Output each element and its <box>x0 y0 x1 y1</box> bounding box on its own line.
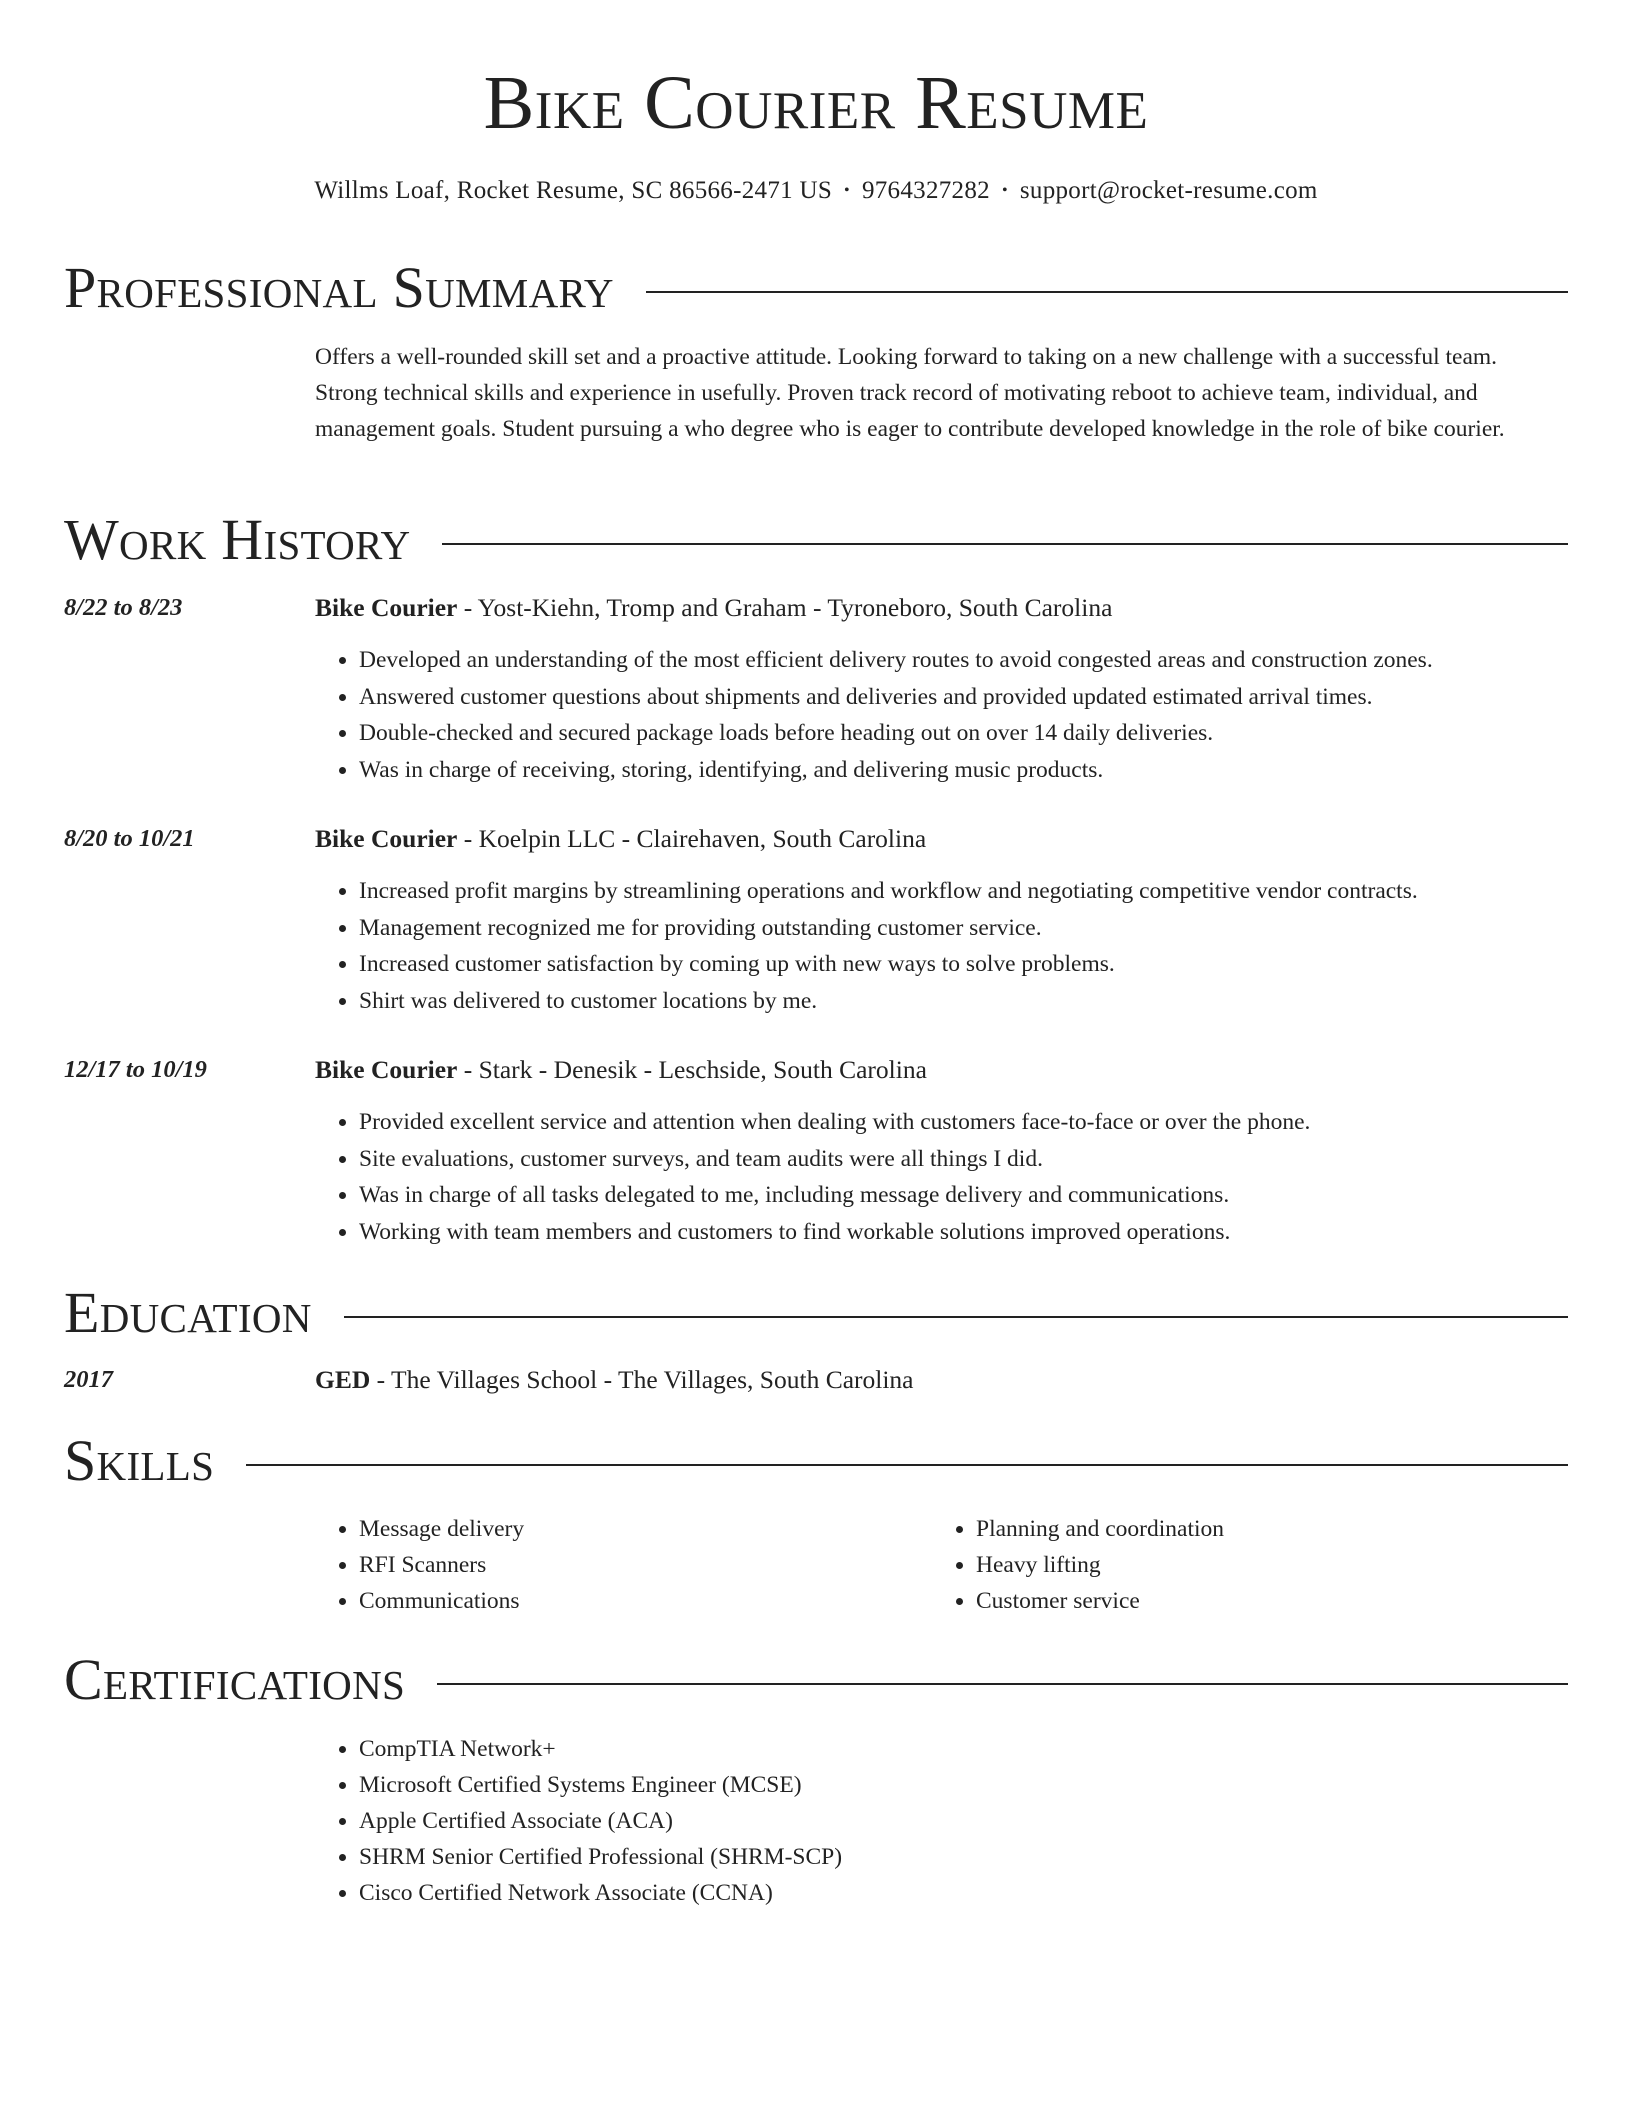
list-item: • Was in charge of all tasks delegated to me, including message delivery and communications. <box>359 1177 1310 1214</box>
skill-item: • RFI Scanners <box>359 1547 919 1583</box>
section-heading-label: Work History <box>64 507 411 572</box>
list-item: • Working with team members and customers to find workable solutions improved operations. <box>359 1214 1310 1251</box>
section-heading-label: Education <box>64 1280 312 1345</box>
certification-item: • SHRM Senior Certified Professional (SHRM-SCP) <box>359 1839 1559 1875</box>
certification-item: • CompTIA Network+ <box>359 1731 1559 1767</box>
job-heading <box>315 1053 927 1087</box>
job-bullets <box>315 873 1418 1019</box>
email: support@rocket-resume.com <box>1019 177 1318 204</box>
section-heading-skills <box>64 1428 1568 1494</box>
list-item: • Was in charge of receiving, storing, identifying, and delivering music products. <box>359 752 1433 789</box>
section-divider <box>246 1464 1568 1466</box>
job-dates: 8/22 to 8/23 <box>64 594 183 621</box>
section-heading-label: Professional Summary <box>64 255 614 320</box>
job-heading <box>315 822 926 856</box>
job-details: - Yost-Kiehn, Tromp and Graham - Tyroneboro, South Carolina <box>457 593 1113 622</box>
certifications-list <box>315 1731 1559 1911</box>
section-heading-education <box>64 1280 1568 1346</box>
education-details: - The Villages School - The Villages, South Carolina <box>370 1365 914 1394</box>
list-item: • Increased customer satisfaction by coming up with new ways to solve problems. <box>359 946 1418 983</box>
section-divider <box>646 291 1568 293</box>
job-title: Bike Courier <box>315 593 458 622</box>
separator-dot: • <box>1001 182 1008 199</box>
job-title: Bike Courier <box>315 824 458 853</box>
education-heading <box>315 1363 914 1397</box>
job-title: Bike Courier <box>315 1055 458 1084</box>
section-heading-work-history <box>64 507 1568 573</box>
summary-text: Offers a well-rounded skill set and a proactive attitude. Looking forward to taking on a new challenge with a successful team. Strong technical skills and experience in usefully. Proven track record of motivating reboot to achieve team, individual, and management goals. Student pursuing a who degree who is eager to contribute developed knowledge in the role of bike courier. <box>315 344 1505 442</box>
section-heading-label: Certifications <box>64 1647 406 1712</box>
skill-item: • Communications <box>359 1583 919 1619</box>
list-item: • Provided excellent service and attention when dealing with customers face-to-face or over the phone. <box>359 1104 1310 1141</box>
list-item: • Developed an understanding of the most efficient delivery routes to avoid congested areas and construction zones. <box>359 642 1433 679</box>
list-item: • Site evaluations, customer surveys, and team audits were all things I did. <box>359 1141 1310 1178</box>
education-year: 2017 <box>64 1366 113 1393</box>
job-bullets <box>315 1104 1310 1250</box>
contact-line <box>0 174 1632 208</box>
skill-item: • Message delivery <box>359 1511 919 1547</box>
certification-item: • Microsoft Certified Systems Engineer (MCSE) <box>359 1767 1559 1803</box>
section-divider <box>442 543 1568 545</box>
list-item: • Management recognized me for providing outstanding customer service. <box>359 910 1418 947</box>
certification-item: • Apple Certified Associate (ACA) <box>359 1803 1559 1839</box>
list-item: • Shirt was delivered to customer locations by me. <box>359 983 1418 1020</box>
job-bullets <box>315 642 1433 788</box>
job-details: - Koelpin LLC - Clairehaven, South Carolina <box>457 824 927 853</box>
skills-list-left <box>315 1511 919 1619</box>
section-divider <box>437 1683 1568 1685</box>
list-item: • Answered customer questions about shipments and deliveries and provided updated estimated arrival times. <box>359 679 1433 716</box>
section-heading-certifications <box>64 1647 1568 1713</box>
job-heading <box>315 591 1112 625</box>
section-heading-summary <box>64 255 1568 321</box>
skill-item: • Customer service <box>976 1583 1536 1619</box>
education-degree: GED <box>315 1365 371 1394</box>
job-dates: 8/20 to 10/21 <box>64 825 195 852</box>
skills-list-right <box>932 1511 1536 1619</box>
skill-item: • Planning and coordination <box>976 1511 1536 1547</box>
certification-item: • Cisco Certified Network Associate (CCNA) <box>359 1875 1559 1911</box>
separator-dot: • <box>844 182 850 199</box>
section-heading-label: Skills <box>64 1428 215 1493</box>
list-item: • Double-checked and secured package loads before heading out on over 14 daily deliveries. <box>359 715 1433 752</box>
address: Willms Loaf, Rocket Resume, SC 86566-2471 US <box>314 177 833 204</box>
section-divider <box>344 1316 1568 1318</box>
list-item: • Increased profit margins by streamlining operations and workflow and negotiating competitive vendor contracts. <box>359 873 1418 910</box>
job-details: - Stark - Denesik - Leschside, South Carolina <box>457 1055 927 1084</box>
resume-title: Bike Courier Resume <box>483 61 1149 145</box>
job-dates: 12/17 to 10/19 <box>64 1056 207 1083</box>
skill-item: • Heavy lifting <box>976 1547 1536 1583</box>
phone: 9764327282 <box>861 177 990 204</box>
